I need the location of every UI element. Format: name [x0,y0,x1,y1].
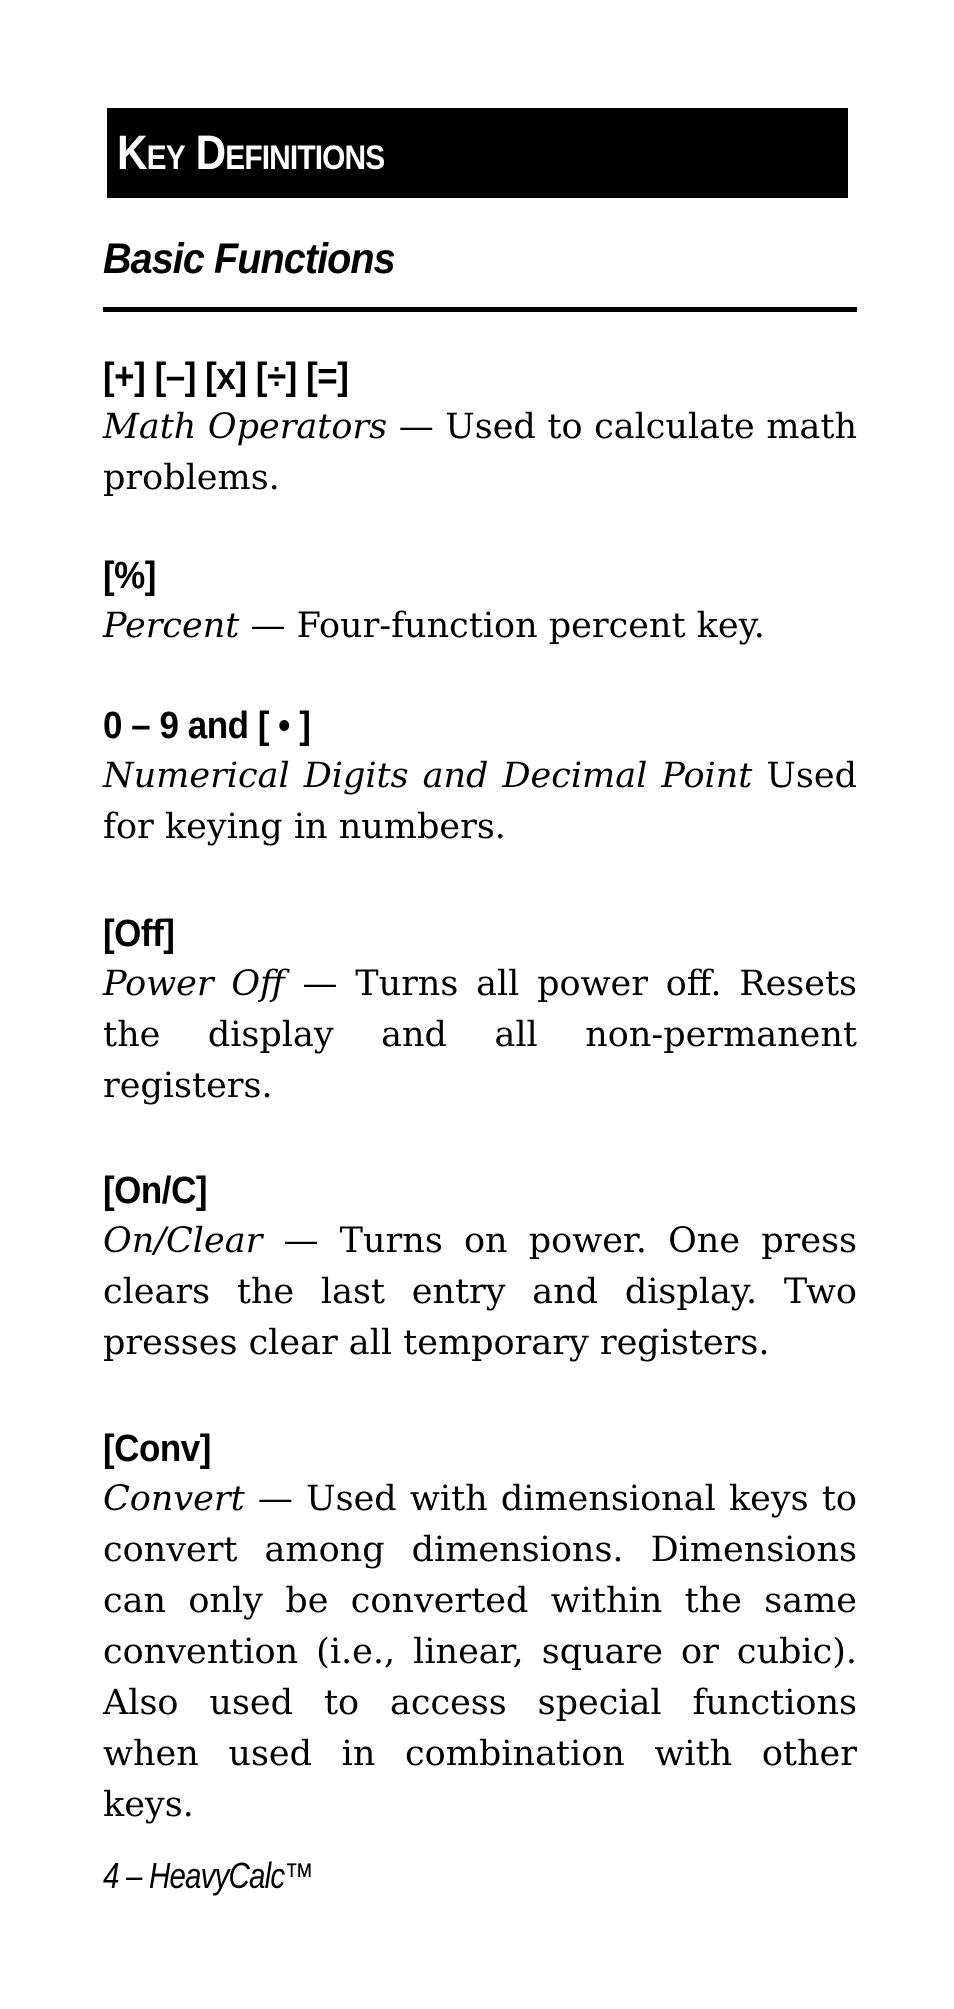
section-heading: Basic Functions [103,235,395,283]
entry-description [103,1474,857,1831]
entry-convert [103,1424,857,1831]
entry-numerical-digits [103,701,857,853]
entry-term: Convert [103,1479,245,1519]
section-divider [103,307,857,312]
entry-key: [Conv] [103,1428,211,1470]
entry-text: — Four-function percent key. [239,606,765,646]
entry-key: [%] [103,555,157,597]
entry-term: Power Off [103,964,285,1004]
page-footer: 4 – HeavyCalc™ [103,1855,314,1896]
entry-key: [On/C] [103,1170,208,1212]
entry-key: [+] [–] [x] [÷] [=] [103,356,349,398]
entry-text: — Used to calculate math problems. [103,407,857,498]
entry-term: On/Clear [103,1221,263,1261]
entry-description [103,959,857,1112]
entry-description [103,1216,857,1369]
entry-power-off [103,909,857,1112]
entry-on-clear [103,1166,857,1369]
entry-term: Percent [103,606,240,646]
entry-description [103,601,857,652]
entry-text: — Turns on power. One press clears the last entry and display. Two presses clear all temporary registers. [103,1221,857,1363]
entry-description [103,402,857,504]
entry-term: Numerical Digits and Decimal Point [103,756,753,796]
entry-percent [103,551,857,652]
entry-key: 0 – 9 and [ • ] [103,705,311,747]
entry-text: — Turns all power off. Resets the display and all non-permanent registers. [103,964,857,1106]
entry-text: Used for keying in numbers. [103,756,857,847]
entry-description [103,751,857,853]
entry-key: [Off] [103,913,175,955]
entry-term: Math Operators [103,407,388,447]
page-title: Key Definitions [117,126,385,180]
entry-text: — Used with dimensional keys to convert among dimensions. Dimensions can only be converted within the same convention (i.e., linear, square or cubic). Also used to access special functions when used in combination with other keys. [103,1479,857,1825]
entry-math-operators [103,352,857,504]
page-title-bar [107,108,848,198]
